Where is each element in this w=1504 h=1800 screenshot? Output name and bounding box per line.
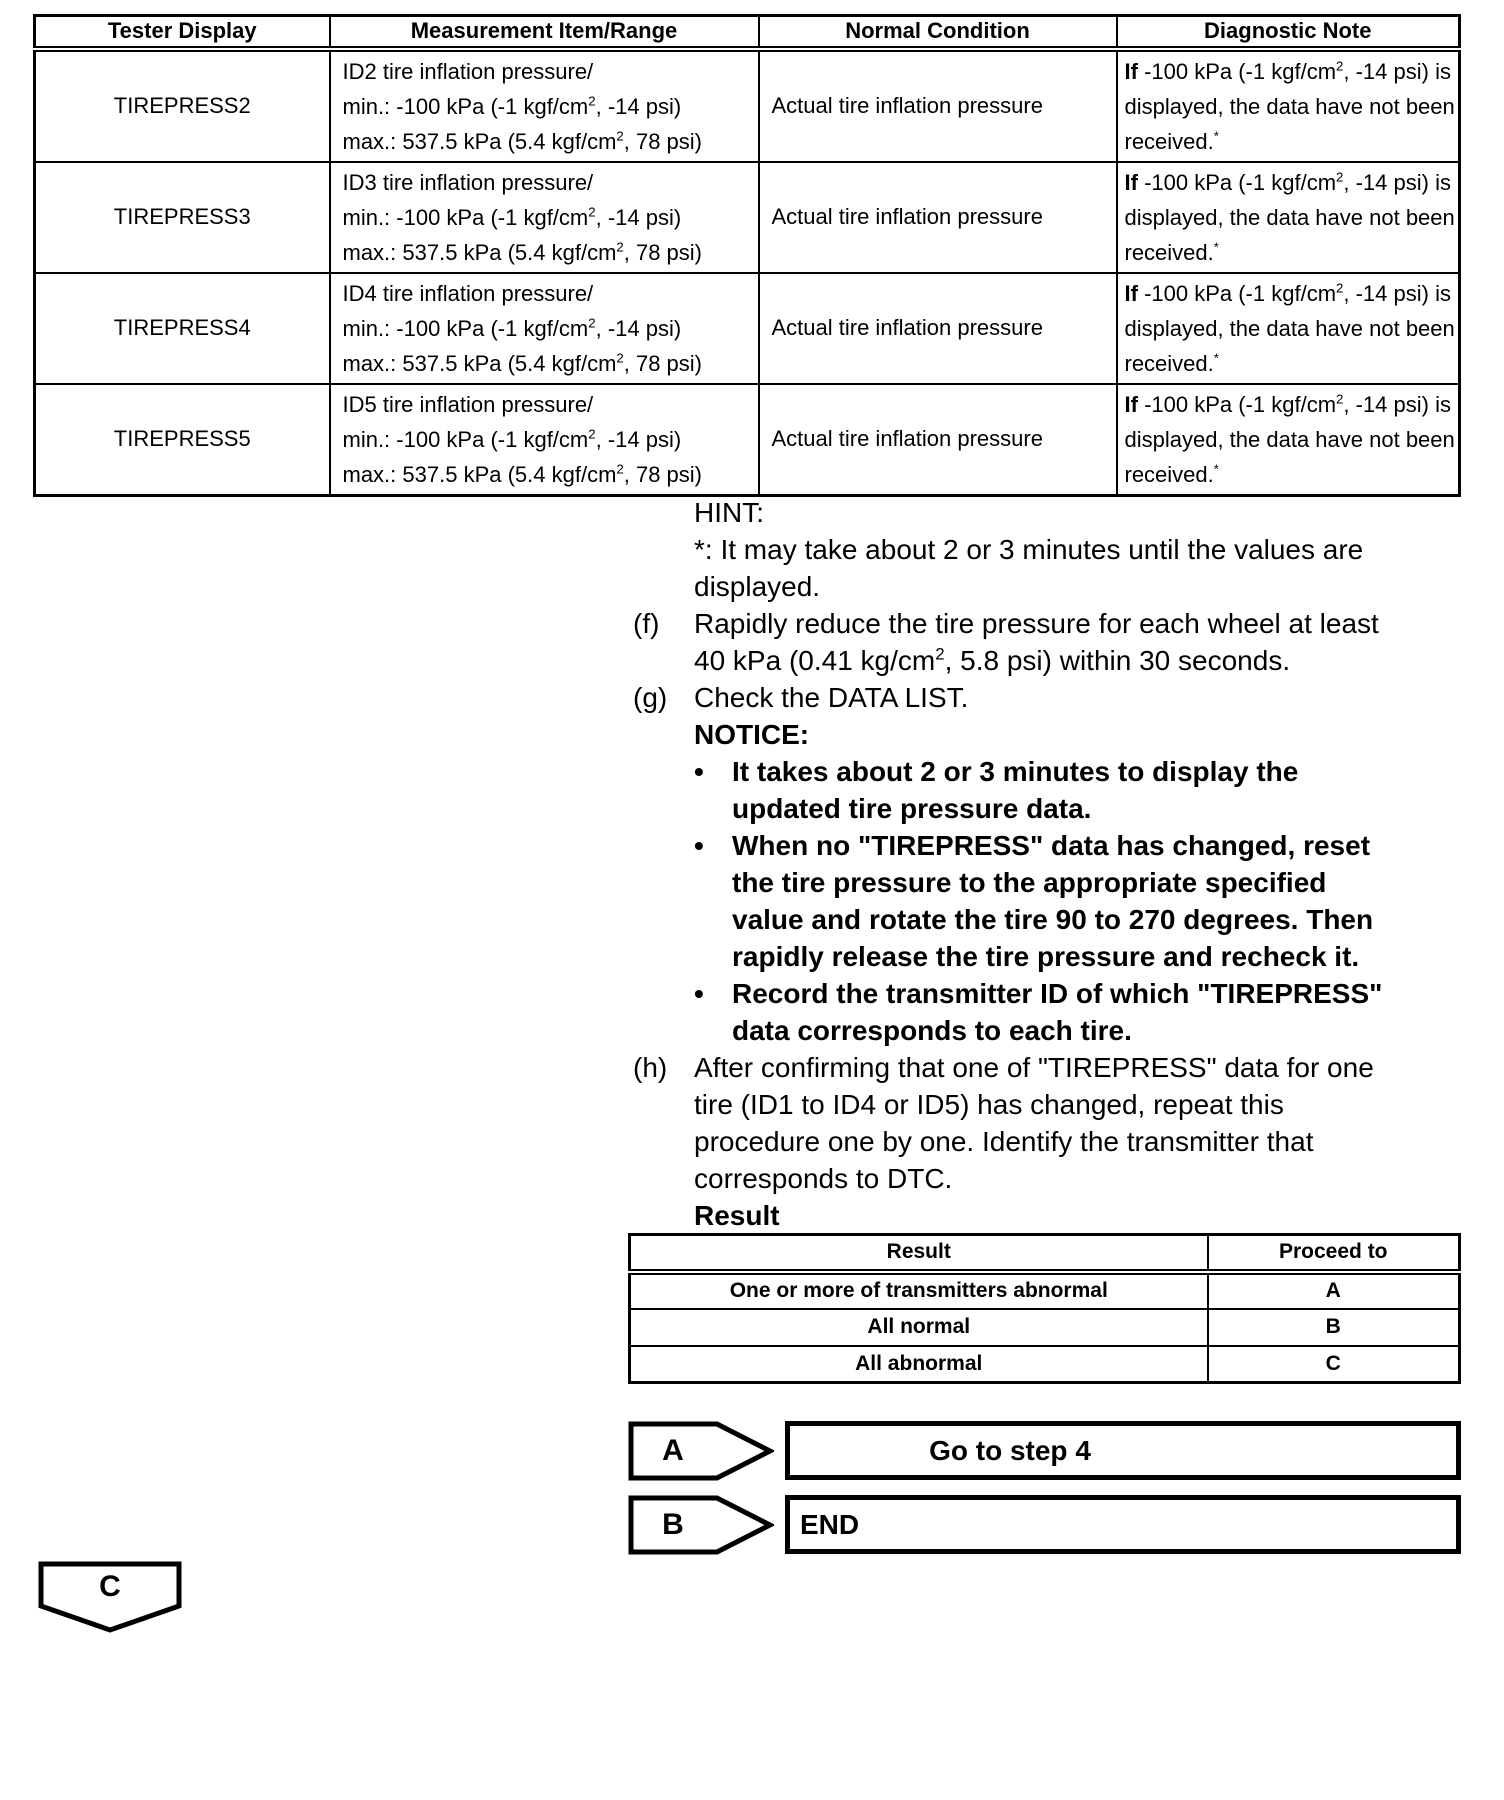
flow-box-go-to-step-4: Go to step 4 [785,1421,1461,1480]
bullet-text-line: the tire pressure to the appropriate specified [732,867,1327,898]
notice-bullet [694,975,1459,1049]
table-row [35,49,1460,162]
table-row [35,162,1460,273]
table-row [35,273,1460,384]
header-measurement-item-range: Measurement Item/Range [330,16,759,49]
diagnostic-note-cell: If -100 kPa (-1 kgf/$cm^2$, -14 psi) is displayed, the data have not been received.* [1117,273,1460,384]
step-f-text-line: Rapidly reduce the tire pressure for each wheel at least [694,608,1379,639]
normal-condition-cell: Actual tire inflation pressure [759,384,1117,496]
step-g-text-line: Check the DATA LIST. [694,682,969,713]
result-table [628,1233,1461,1384]
flow-connector-b-label: B [662,1508,684,1541]
result-row [630,1272,1460,1309]
tester-display-cell: TIREPRESS2 [35,49,330,162]
procedure-section [633,494,1459,1234]
bullet-icon: • [694,978,704,1009]
measurement-cell: ID2 tire inflation pressure/ min.: -100 kPa (-1 kgf/$cm^2$, -14 psi) max.: 537.5 kPa (5.4 kgf/$cm^2$, 78 psi) [330,49,759,162]
result-table-section [628,1233,1461,1384]
result-cell: All abnormal [630,1346,1208,1383]
tester-display-cell: TIREPRESS4 [35,273,330,384]
normal-condition-cell: Actual tire inflation pressure [759,273,1117,384]
diagnostic-note-cell: If -100 kPa (-1 kgf/$cm^2$, -14 psi) is displayed, the data have not been received.* [1117,162,1460,273]
step-f-text-line: 40 kPa (0.41 $kg/cm^2$, 5.8 psi) within 30 seconds. [694,644,1291,676]
measurement-cell: ID4 tire inflation pressure/ min.: -100 kPa (-1 kgf/$cm^2$, -14 psi) max.: 537.5 kPa (5.4 kgf/$cm^2$, 78 psi) [330,273,759,384]
result-cell: All normal [630,1309,1208,1346]
flow-box-end: END [785,1495,1461,1554]
result-row [630,1346,1460,1383]
tester-display-cell: TIREPRESS5 [35,384,330,496]
header-diagnostic-note: Diagnostic Note [1117,16,1460,49]
header-proceed-to: Proceed to [1208,1235,1460,1272]
flow-connector-c-label: C [99,1570,121,1603]
result-row [630,1309,1460,1346]
bullet-text-line: data corresponds to each tire. [732,1015,1132,1046]
bullet-icon: • [694,756,704,787]
step-g [633,679,1459,1049]
spec-table-section [33,14,1461,497]
flow-connector-a-label: A [662,1434,684,1467]
header-result: Result [630,1235,1208,1272]
step-h-marker: (h) [633,1052,668,1083]
bullet-icon: • [694,830,704,861]
hint-label: HINT: [694,497,764,528]
step-h-text-line: tire (ID1 to ID4 or ID5) has changed, repeat this [694,1089,1284,1120]
step-f-marker: (f) [633,608,660,639]
tester-display-cell: TIREPRESS3 [35,162,330,273]
notice-heading: NOTICE: [694,719,810,750]
step-h-text-line: procedure one by one. Identify the transmitter that [694,1126,1314,1157]
proceed-cell: C [1208,1346,1460,1383]
diagnostic-note-cell: If -100 kPa (-1 kgf/$cm^2$, -14 psi) is displayed, the data have not been received.* [1117,49,1460,162]
bullet-text-line: Record the transmitter ID of which "TIREPRESS" [732,978,1383,1009]
hint-block [633,494,1459,605]
notice-bullet [694,827,1459,975]
header-tester-display: Tester Display [35,16,330,49]
diagnostic-note-cell: If -100 kPa (-1 kgf/$cm^2$, -14 psi) is displayed, the data have not been received.* [1117,384,1460,496]
result-cell: One or more of transmitters abnormal [630,1272,1208,1309]
bullet-text-line: updated tire pressure data. [732,793,1092,824]
bullet-text-line: It takes about 2 or 3 minutes to display the [732,756,1299,787]
table-row [35,384,1460,496]
normal-condition-cell: Actual tire inflation pressure [759,49,1117,162]
result-table-header-row [630,1235,1460,1272]
header-normal-condition: Normal Condition [759,16,1117,49]
proceed-cell: A [1208,1272,1460,1309]
hint-text-line: *: It may take about 2 or 3 minutes until the values are [694,534,1364,565]
step-h-text-line: corresponds to DTC. [694,1163,953,1194]
measurement-cell: ID3 tire inflation pressure/ min.: -100 kPa (-1 kgf/$cm^2$, -14 psi) max.: 537.5 kPa (5.4 kgf/$cm^2$, 78 psi) [330,162,759,273]
bullet-text-line: rapidly release the tire pressure and recheck it. [732,941,1360,972]
spec-table [33,14,1461,497]
flow-connector-c [38,1561,182,1633]
bullet-text-line: value and rotate the tire 90 to 270 degrees. Then [732,904,1374,935]
step-f [633,605,1459,679]
hint-text-line: displayed. [694,571,821,602]
proceed-cell: B [1208,1309,1460,1346]
notice-bullet [694,753,1459,827]
result-heading: Result [694,1200,780,1231]
step-h-text-line: After confirming that one of "TIREPRESS" data for one [694,1052,1374,1083]
normal-condition-cell: Actual tire inflation pressure [759,162,1117,273]
spec-table-header-row [35,16,1460,49]
bullet-text-line: When no "TIREPRESS" data has changed, reset [732,830,1371,861]
step-h [633,1049,1459,1234]
measurement-cell: ID5 tire inflation pressure/ min.: -100 kPa (-1 kgf/$cm^2$, -14 psi) max.: 537.5 kPa (5.4 kgf/$cm^2$, 78 psi) [330,384,759,496]
step-g-marker: (g) [633,682,668,713]
